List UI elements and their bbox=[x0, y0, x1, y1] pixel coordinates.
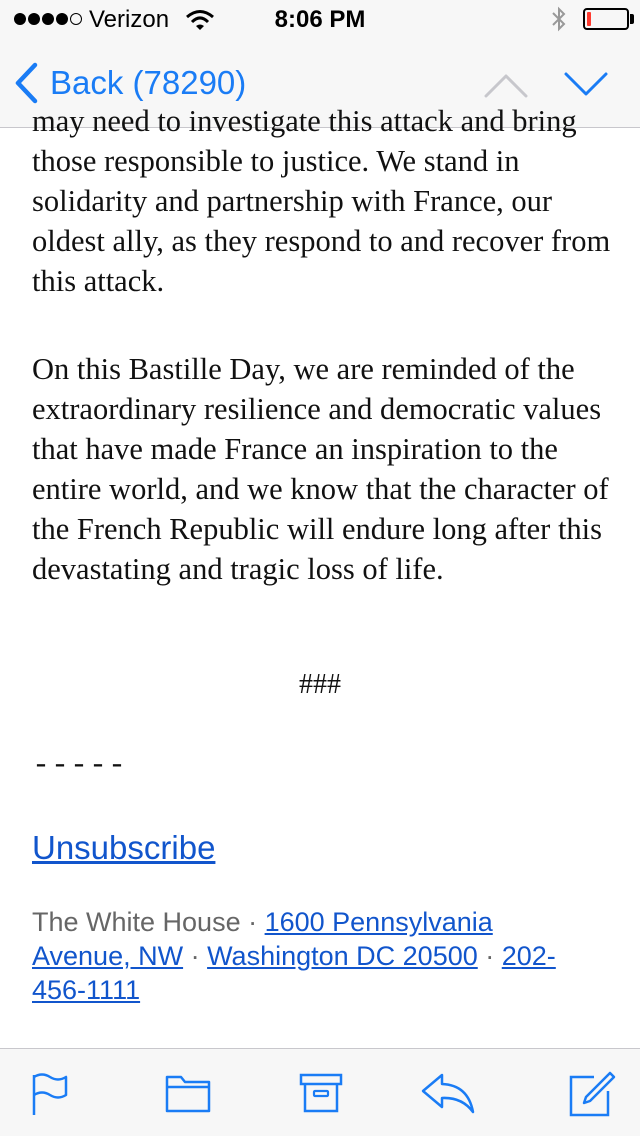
battery-tip bbox=[630, 14, 634, 24]
footer-separator: · bbox=[183, 941, 208, 971]
toolbar bbox=[0, 1048, 640, 1136]
email-footer bbox=[32, 905, 592, 1007]
chevron-left-icon bbox=[14, 62, 38, 104]
footer-org: The White House bbox=[32, 907, 241, 937]
signature-separator: ----- bbox=[32, 749, 128, 783]
next-message-icon[interactable] bbox=[563, 64, 609, 104]
back-button[interactable] bbox=[14, 62, 246, 104]
compose-icon[interactable] bbox=[568, 1071, 616, 1119]
email-paragraph: On this Bastille Day, we are reminded of the extraordinary resilience and democratic values that have made France an inspiration to the entire world, and we know that the character of the French Republic will endure long after this devastating and tragic loss of life. bbox=[32, 352, 609, 586]
bluetooth-icon bbox=[550, 5, 568, 33]
email-paragraph: may need to investigate this attack and bring those responsible to justice. We stand in solidarity and partnership with France, our oldest ally, as they respond to and recover from this attack. bbox=[32, 104, 611, 298]
city-link[interactable]: Washington DC 20500 bbox=[207, 941, 478, 971]
unsubscribe-link[interactable]: Unsubscribe bbox=[32, 829, 216, 866]
end-marker: ### bbox=[299, 669, 341, 700]
clock: 8:06 PM bbox=[274, 6, 366, 33]
status-bar bbox=[0, 0, 640, 40]
phone-link[interactable]: 202-456-1111 bbox=[32, 941, 556, 1005]
back-button-label: Back (78290) bbox=[50, 64, 247, 101]
battery-level bbox=[587, 12, 591, 26]
reply-icon[interactable] bbox=[420, 1071, 476, 1115]
archive-icon[interactable] bbox=[299, 1071, 343, 1115]
battery-icon bbox=[583, 8, 629, 30]
carrier-name: Verizon bbox=[89, 6, 170, 33]
flag-icon[interactable] bbox=[30, 1071, 70, 1117]
email-body[interactable] bbox=[0, 104, 640, 1047]
folder-icon[interactable] bbox=[165, 1071, 211, 1115]
footer-separator: · bbox=[477, 941, 502, 971]
previous-message-icon[interactable] bbox=[483, 64, 529, 104]
footer-separator: · bbox=[240, 907, 265, 937]
address-link[interactable]: 1600 Pennsylvania Avenue, NW bbox=[32, 907, 493, 971]
